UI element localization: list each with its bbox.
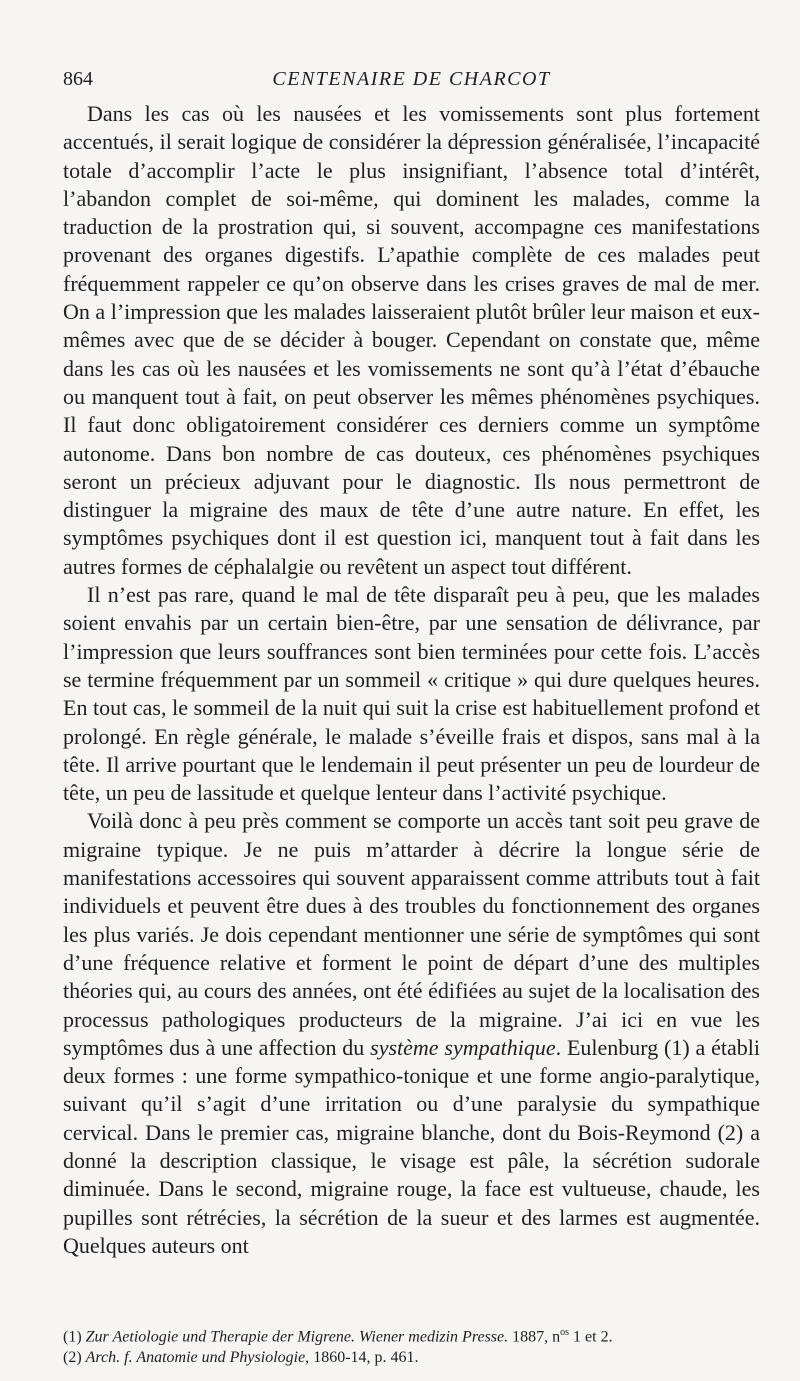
footnote-1 <box>63 1322 760 1347</box>
footnote-2 <box>63 1347 760 1368</box>
footnote-1-tail: 1 et 2. <box>569 1328 613 1346</box>
footnote-1-superscript: os <box>560 1327 570 1338</box>
page-header <box>63 68 760 96</box>
body-text <box>63 100 760 1260</box>
page-number: 864 <box>63 68 93 90</box>
footnote-2-marker: (2) <box>63 1349 82 1367</box>
running-title: CENTENAIRE DE CHARCOT <box>272 68 551 90</box>
footnote-1-details: 1887, n <box>508 1328 561 1346</box>
paragraph-3 <box>63 807 760 1260</box>
paragraph-3-part-2: . Eulenburg (1) a établi deux formes : une forme sympathico-tonique et une forme angio-paralytique, suivant qu’il s’agit d’une irritation ou d’une paralysie du sympathique cervical. Dans le premier cas, migraine blanche, dont du Bois-Reymond (2) a donné la description classique, le visage est pâle, la sécrétion sudorale diminuée. Dans le second, migraine rouge, la face est vultueuse, chaude, les pupilles sont rétrécies, la sécrétion de la sueur et des larmes est augmentée. Quelques auteurs ont <box>63 1034 761 1258</box>
paragraph-2: Il n’est pas rare, quand le mal de tête disparaît peu à peu, que les malades soient envahis par un certain bien-être, par une sensation de délivrance, par l’impression que leurs souffrances sont bien terminées pour cette fois. L’accès se termine fréquemment par un sommeil « critique » qui dure quelques heures. En tout cas, le sommeil de la nuit qui suit la crise est habituellement profond et prolongé. En règle générale, le malade s’éveille frais et dispos, sans mal à la tête. Il arrive pourtant que le lendemain il peut présenter un peu de lourdeur de tête, un peu de lassitude et quelque lenteur dans l’activité psychique. <box>63 582 760 806</box>
paragraph-3-emphasis: système sympathique <box>370 1034 556 1060</box>
footnote-1-marker: (1) <box>63 1328 82 1346</box>
footnote-1-title: Zur Aetiologie und Therapie der Migrene. Wiener medizin Presse. <box>85 1328 509 1346</box>
paragraph-3-part-1: Voilà donc à peu près comment se comporte un accès tant soit peu grave de migraine typique. Je ne puis m’attarder à décrire la longue série de manifestations accessoires qui souvent apparaissent comme attributs tout à fait individuels et peuvent être dues à des troubles du fonctionnement des organes les plus variés. Je dois cependant mentionner une série de symptômes qui sont d’une fréquence relative et forment le point de départ d’une des multiples théories qui, au cours des années, ont été édifiées au sujet de la localisation des processus pathologiques producteurs de la migraine. J’ai ici en vue les symptômes dus à une affection du <box>63 808 760 1060</box>
footnotes <box>63 1322 760 1368</box>
paragraph-1: Dans les cas où les nausées et les vomissements sont plus fortement accentués, il serait logique de considérer la dépression généralisée, l’incapacité totale d’accomplir l’acte le plus insignifiant, l’absence total d’intérêt, l’abandon complet de soi-même, qui dominent les malades, comme la traduction de la prostration qui, si souvent, accompagne ces manifestations provenant des organes digestifs. L’apathie complète de ces malades peut fréquemment rappeler ce qu’on observe dans les crises graves de mal de mer. On a l’impression que les malades laisseraient plutôt brûler leur maison et eux-mêmes avec que de se décider à bouger. Cependant on constate que, même dans les cas où les nausées et les vomissements ne sont qu’à l’état d’ébauche ou manquent tout à fait, on peut observer les mêmes phénomènes psychiques. Il faut donc obligatoirement considérer ces derniers comme un symptôme autonome. Dans bon nombre de cas douteux, ces phénomènes psychiques seront un précieux adjuvant pour le diagnostic. Ils nous permettront de distinguer la migraine des maux de tête d’une autre nature. En effet, les symptômes psychiques dont il est question ici, manquent tout à fait dans les autres formes de céphalalgie ou revêtent un aspect tout différent. <box>63 101 760 579</box>
footnote-2-details: 1860-14, p. 461. <box>309 1349 419 1367</box>
footnote-2-title: Arch. f. Anatomie und Physiologie, <box>85 1349 310 1367</box>
